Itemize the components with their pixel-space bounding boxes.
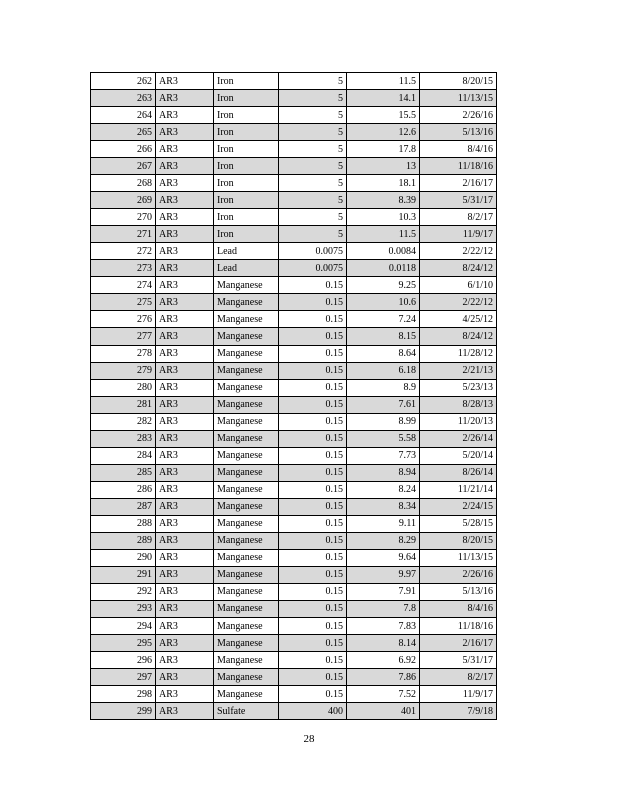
limit-cell: 0.15	[279, 430, 347, 447]
site-cell: AR3	[156, 481, 214, 498]
site-cell: AR3	[156, 192, 214, 209]
site-cell: AR3	[156, 669, 214, 686]
limit-cell: 5	[279, 124, 347, 141]
analyte-cell: Manganese	[214, 311, 279, 328]
date-cell: 2/21/13	[420, 362, 497, 379]
analyte-cell: Manganese	[214, 635, 279, 652]
row-number: 295	[91, 635, 156, 652]
result-cell: 9.64	[347, 549, 420, 566]
site-cell: AR3	[156, 686, 214, 703]
date-cell: 8/20/15	[420, 73, 497, 90]
date-cell: 8/4/16	[420, 141, 497, 158]
row-number: 275	[91, 294, 156, 311]
result-cell: 7.83	[347, 618, 420, 635]
row-number: 262	[91, 73, 156, 90]
row-number: 278	[91, 345, 156, 362]
date-cell: 5/23/13	[420, 379, 497, 396]
table-row	[91, 583, 497, 600]
result-cell: 15.5	[347, 107, 420, 124]
result-cell: 8.34	[347, 498, 420, 515]
date-cell: 2/22/12	[420, 294, 497, 311]
date-cell: 8/2/17	[420, 209, 497, 226]
date-cell: 6/1/10	[420, 277, 497, 294]
row-number: 276	[91, 311, 156, 328]
table-row	[91, 430, 497, 447]
table-body	[91, 73, 497, 720]
row-number: 267	[91, 158, 156, 175]
limit-cell: 0.15	[279, 618, 347, 635]
site-cell: AR3	[156, 396, 214, 413]
row-number: 264	[91, 107, 156, 124]
date-cell: 11/20/13	[420, 413, 497, 430]
date-cell: 2/16/17	[420, 175, 497, 192]
analyte-cell: Iron	[214, 209, 279, 226]
limit-cell: 0.0075	[279, 260, 347, 277]
date-cell: 2/26/16	[420, 107, 497, 124]
result-cell: 8.94	[347, 464, 420, 481]
table-row	[91, 566, 497, 583]
row-number: 293	[91, 600, 156, 617]
date-cell: 2/24/15	[420, 498, 497, 515]
row-number: 270	[91, 209, 156, 226]
row-number: 285	[91, 464, 156, 481]
result-cell: 6.18	[347, 362, 420, 379]
result-cell: 7.52	[347, 686, 420, 703]
limit-cell: 5	[279, 90, 347, 107]
row-number: 292	[91, 583, 156, 600]
limit-cell: 0.15	[279, 311, 347, 328]
limit-cell: 0.15	[279, 600, 347, 617]
date-cell: 8/2/17	[420, 669, 497, 686]
site-cell: AR3	[156, 583, 214, 600]
data-table	[90, 72, 497, 720]
result-cell: 13	[347, 158, 420, 175]
row-number: 266	[91, 141, 156, 158]
table-row	[91, 362, 497, 379]
site-cell: AR3	[156, 328, 214, 345]
date-cell: 8/26/14	[420, 464, 497, 481]
row-number: 296	[91, 652, 156, 669]
row-number: 271	[91, 226, 156, 243]
analyte-cell: Manganese	[214, 413, 279, 430]
site-cell: AR3	[156, 175, 214, 192]
analyte-cell: Manganese	[214, 686, 279, 703]
site-cell: AR3	[156, 600, 214, 617]
limit-cell: 0.15	[279, 362, 347, 379]
result-cell: 8.39	[347, 192, 420, 209]
table-row	[91, 192, 497, 209]
analyte-cell: Iron	[214, 175, 279, 192]
row-number: 290	[91, 549, 156, 566]
row-number: 284	[91, 447, 156, 464]
result-cell: 7.61	[347, 396, 420, 413]
limit-cell: 0.15	[279, 464, 347, 481]
analyte-cell: Iron	[214, 107, 279, 124]
limit-cell: 0.15	[279, 328, 347, 345]
site-cell: AR3	[156, 532, 214, 549]
limit-cell: 5	[279, 226, 347, 243]
date-cell: 11/18/16	[420, 618, 497, 635]
table-row	[91, 635, 497, 652]
site-cell: AR3	[156, 260, 214, 277]
limit-cell: 5	[279, 158, 347, 175]
limit-cell: 0.15	[279, 413, 347, 430]
site-cell: AR3	[156, 464, 214, 481]
table-row	[91, 600, 497, 617]
analyte-cell: Manganese	[214, 532, 279, 549]
result-cell: 11.5	[347, 73, 420, 90]
site-cell: AR3	[156, 618, 214, 635]
site-cell: AR3	[156, 226, 214, 243]
row-number: 274	[91, 277, 156, 294]
analyte-cell: Manganese	[214, 600, 279, 617]
analyte-cell: Iron	[214, 192, 279, 209]
date-cell: 5/31/17	[420, 192, 497, 209]
analyte-cell: Manganese	[214, 669, 279, 686]
row-number: 288	[91, 515, 156, 532]
limit-cell: 0.0075	[279, 243, 347, 260]
table-row	[91, 277, 497, 294]
analyte-cell: Manganese	[214, 618, 279, 635]
site-cell: AR3	[156, 566, 214, 583]
table-row	[91, 379, 497, 396]
site-cell: AR3	[156, 158, 214, 175]
result-cell: 9.97	[347, 566, 420, 583]
result-cell: 10.6	[347, 294, 420, 311]
analyte-cell: Iron	[214, 124, 279, 141]
limit-cell: 0.15	[279, 447, 347, 464]
row-number: 268	[91, 175, 156, 192]
result-cell: 17.8	[347, 141, 420, 158]
analyte-cell: Manganese	[214, 294, 279, 311]
date-cell: 2/26/16	[420, 566, 497, 583]
row-number: 298	[91, 686, 156, 703]
date-cell: 11/21/14	[420, 481, 497, 498]
analyte-cell: Manganese	[214, 583, 279, 600]
result-cell: 0.0084	[347, 243, 420, 260]
analyte-cell: Manganese	[214, 566, 279, 583]
analyte-cell: Manganese	[214, 549, 279, 566]
date-cell: 2/22/12	[420, 243, 497, 260]
analyte-cell: Manganese	[214, 464, 279, 481]
row-number: 289	[91, 532, 156, 549]
row-number: 265	[91, 124, 156, 141]
site-cell: AR3	[156, 107, 214, 124]
site-cell: AR3	[156, 635, 214, 652]
result-cell: 9.25	[347, 277, 420, 294]
limit-cell: 0.15	[279, 669, 347, 686]
table-row	[91, 73, 497, 90]
result-cell: 11.5	[347, 226, 420, 243]
row-number: 277	[91, 328, 156, 345]
result-cell: 6.92	[347, 652, 420, 669]
date-cell: 5/31/17	[420, 652, 497, 669]
result-cell: 8.99	[347, 413, 420, 430]
analyte-cell: Iron	[214, 141, 279, 158]
limit-cell: 0.15	[279, 277, 347, 294]
row-number: 273	[91, 260, 156, 277]
analyte-cell: Manganese	[214, 652, 279, 669]
table-row	[91, 396, 497, 413]
analyte-cell: Manganese	[214, 430, 279, 447]
date-cell: 8/20/15	[420, 532, 497, 549]
table-row	[91, 124, 497, 141]
result-cell: 12.6	[347, 124, 420, 141]
date-cell: 5/28/15	[420, 515, 497, 532]
date-cell: 11/18/16	[420, 158, 497, 175]
site-cell: AR3	[156, 73, 214, 90]
site-cell: AR3	[156, 498, 214, 515]
analyte-cell: Manganese	[214, 498, 279, 515]
date-cell: 11/9/17	[420, 226, 497, 243]
table-row	[91, 652, 497, 669]
table-row	[91, 243, 497, 260]
result-cell: 7.86	[347, 669, 420, 686]
row-number: 269	[91, 192, 156, 209]
date-cell: 8/4/16	[420, 600, 497, 617]
analyte-cell: Manganese	[214, 447, 279, 464]
site-cell: AR3	[156, 277, 214, 294]
analyte-cell: Manganese	[214, 328, 279, 345]
result-cell: 8.15	[347, 328, 420, 345]
result-cell: 8.29	[347, 532, 420, 549]
row-number: 283	[91, 430, 156, 447]
table-row	[91, 328, 497, 345]
table-row	[91, 90, 497, 107]
site-cell: AR3	[156, 379, 214, 396]
limit-cell: 0.15	[279, 396, 347, 413]
result-cell: 7.24	[347, 311, 420, 328]
result-cell: 9.11	[347, 515, 420, 532]
limit-cell: 0.15	[279, 515, 347, 532]
limit-cell: 0.15	[279, 294, 347, 311]
row-number: 282	[91, 413, 156, 430]
result-cell: 7.8	[347, 600, 420, 617]
date-cell: 11/13/15	[420, 549, 497, 566]
site-cell: AR3	[156, 549, 214, 566]
limit-cell: 5	[279, 107, 347, 124]
limit-cell: 0.15	[279, 549, 347, 566]
site-cell: AR3	[156, 413, 214, 430]
limit-cell: 5	[279, 192, 347, 209]
limit-cell: 0.15	[279, 498, 347, 515]
site-cell: AR3	[156, 430, 214, 447]
site-cell: AR3	[156, 447, 214, 464]
result-cell: 8.24	[347, 481, 420, 498]
table-row	[91, 703, 497, 720]
table-row	[91, 209, 497, 226]
result-cell: 8.14	[347, 635, 420, 652]
site-cell: AR3	[156, 652, 214, 669]
result-cell: 0.0118	[347, 260, 420, 277]
analyte-cell: Lead	[214, 243, 279, 260]
result-cell: 14.1	[347, 90, 420, 107]
date-cell: 2/16/17	[420, 635, 497, 652]
site-cell: AR3	[156, 515, 214, 532]
analyte-cell: Sulfate	[214, 703, 279, 720]
analyte-cell: Manganese	[214, 481, 279, 498]
limit-cell: 0.15	[279, 566, 347, 583]
table-row	[91, 464, 497, 481]
date-cell: 8/24/12	[420, 260, 497, 277]
table-row	[91, 686, 497, 703]
page-number: 28	[303, 733, 315, 745]
table-row	[91, 532, 497, 549]
row-number: 272	[91, 243, 156, 260]
analyte-cell: Manganese	[214, 362, 279, 379]
site-cell: AR3	[156, 209, 214, 226]
table-row	[91, 311, 497, 328]
limit-cell: 0.15	[279, 532, 347, 549]
limit-cell: 5	[279, 141, 347, 158]
analyte-cell: Manganese	[214, 379, 279, 396]
site-cell: AR3	[156, 90, 214, 107]
date-cell: 2/26/14	[420, 430, 497, 447]
limit-cell: 5	[279, 175, 347, 192]
date-cell: 11/13/15	[420, 90, 497, 107]
table-row	[91, 618, 497, 635]
date-cell: 8/24/12	[420, 328, 497, 345]
date-cell: 5/13/16	[420, 124, 497, 141]
site-cell: AR3	[156, 345, 214, 362]
limit-cell: 0.15	[279, 345, 347, 362]
table-row	[91, 413, 497, 430]
limit-cell: 0.15	[279, 686, 347, 703]
table-row	[91, 260, 497, 277]
date-cell: 7/9/18	[420, 703, 497, 720]
limit-cell: 5	[279, 73, 347, 90]
table-row	[91, 515, 497, 532]
table-row	[91, 226, 497, 243]
limit-cell: 0.15	[279, 652, 347, 669]
table-row	[91, 175, 497, 192]
row-number: 297	[91, 669, 156, 686]
site-cell: AR3	[156, 141, 214, 158]
limit-cell: 0.15	[279, 583, 347, 600]
table-row	[91, 481, 497, 498]
limit-cell: 0.15	[279, 379, 347, 396]
limit-cell: 0.15	[279, 635, 347, 652]
analyte-cell: Lead	[214, 260, 279, 277]
date-cell: 11/9/17	[420, 686, 497, 703]
analyte-cell: Manganese	[214, 396, 279, 413]
table-row	[91, 107, 497, 124]
site-cell: AR3	[156, 311, 214, 328]
table-row	[91, 158, 497, 175]
row-number: 286	[91, 481, 156, 498]
limit-cell: 0.15	[279, 481, 347, 498]
analyte-cell: Iron	[214, 73, 279, 90]
site-cell: AR3	[156, 124, 214, 141]
row-number: 281	[91, 396, 156, 413]
date-cell: 5/20/14	[420, 447, 497, 464]
limit-cell: 400	[279, 703, 347, 720]
table-row	[91, 294, 497, 311]
site-cell: AR3	[156, 362, 214, 379]
analyte-cell: Iron	[214, 226, 279, 243]
site-cell: AR3	[156, 703, 214, 720]
result-cell: 5.58	[347, 430, 420, 447]
row-number: 291	[91, 566, 156, 583]
result-cell: 10.3	[347, 209, 420, 226]
row-number: 294	[91, 618, 156, 635]
analyte-cell: Manganese	[214, 277, 279, 294]
date-cell: 5/13/16	[420, 583, 497, 600]
site-cell: AR3	[156, 243, 214, 260]
analyte-cell: Manganese	[214, 345, 279, 362]
row-number: 263	[91, 90, 156, 107]
table-row	[91, 549, 497, 566]
result-cell: 8.9	[347, 379, 420, 396]
result-cell: 401	[347, 703, 420, 720]
result-cell: 7.91	[347, 583, 420, 600]
result-cell: 7.73	[347, 447, 420, 464]
result-cell: 8.64	[347, 345, 420, 362]
row-number: 279	[91, 362, 156, 379]
date-cell: 8/28/13	[420, 396, 497, 413]
table-row	[91, 447, 497, 464]
row-number: 280	[91, 379, 156, 396]
result-cell: 18.1	[347, 175, 420, 192]
analyte-cell: Iron	[214, 90, 279, 107]
date-cell: 11/28/12	[420, 345, 497, 362]
table-row	[91, 345, 497, 362]
limit-cell: 5	[279, 209, 347, 226]
table-row	[91, 141, 497, 158]
table-row	[91, 498, 497, 515]
date-cell: 4/25/12	[420, 311, 497, 328]
row-number: 287	[91, 498, 156, 515]
row-number: 299	[91, 703, 156, 720]
table-row	[91, 669, 497, 686]
analyte-cell: Manganese	[214, 515, 279, 532]
analyte-cell: Iron	[214, 158, 279, 175]
site-cell: AR3	[156, 294, 214, 311]
